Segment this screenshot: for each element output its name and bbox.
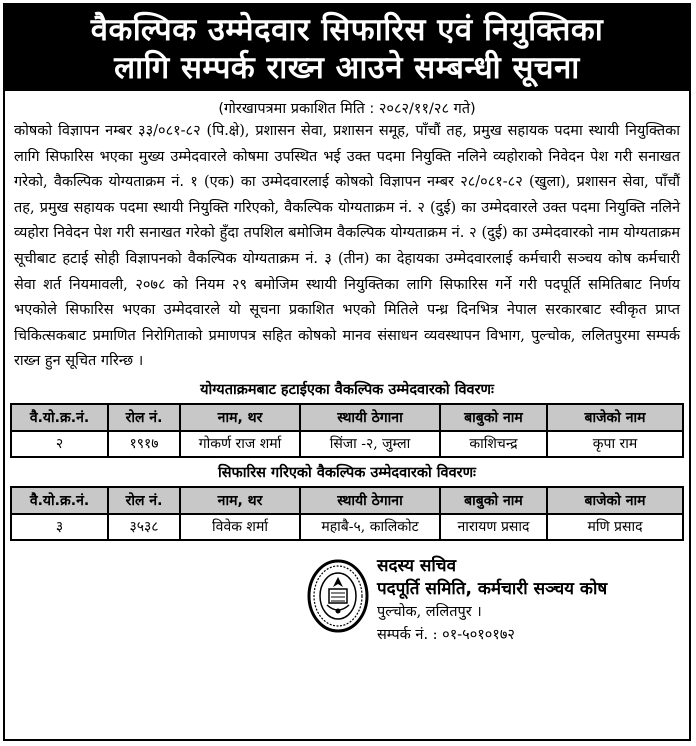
table-row xyxy=(11,431,683,457)
signatory-details xyxy=(377,555,607,647)
col-roll-no: रोल नं. xyxy=(108,487,180,514)
signatory-address: पुल्चोक, ललितपुर । xyxy=(377,603,482,620)
col-address: स्थायी ठेगाना xyxy=(300,404,440,431)
cell-roll-no: १९१७ xyxy=(108,431,180,457)
col-roll-no: रोल नं. xyxy=(108,404,180,431)
table-header-row xyxy=(11,487,683,514)
notice-card xyxy=(3,3,691,741)
cell-grandfather-name: कृपा राम xyxy=(547,431,683,457)
col-grandfather-name: बाजेको नाम xyxy=(547,487,683,514)
notice-body: कोषको विज्ञापन नम्बर ३३/०८१-८२ (पि.क्षे), प्रशासन सेवा, प्रशासन समूह, पाँचौं तह, प्रमुख सहायक पदमा स्थायी नियुक्तिका लागि सिफारिस भएका मुख्य उम्मेदवारले कोषमा उपस्थित भई उक्त पदमा नियुक्ति नलिने व्यहोराको निवेदन पेश गरी सनाखत गरेको, वैकल्पिक योग्यताक्रम नं. १ (एक) का उम्मेदवारलाई कोषको विज्ञापन नम्बर २८/०८१-८२ (खुला), प्रशासन सेवा, पाँचौं तह, प्रमुख सहायक पदमा स्थायी नियुक्ति गरिएको, वैकल्पिक योग्यताक्रम नं. २ (दुई) का उम्मेदवारले उक्त पदमा नियुक्ति नलिने व्यहोरा निवेदन पेश गरी सनाखत गरेको हुँदा तपशिल बमोजिम वैकल्पिक योग्यताक्रम नं. २ (दुई) का उम्मेदवारको नाम योग्यताक्रम सूचीबाट हटाई सोही विज्ञापनको वैकल्पिक योग्यताक्रम नं. ३ (तीन) का देहायका उम्मेदवारलाई कर्मचारी सञ्चय कोष कर्मचारी सेवा शर्त नियमावली, २०७८ को नियम २९ बमोजिम स्थायी नियुक्तिका लागि सिफारिस गर्ने गरी पदपूर्ति समितिबाट निर्णय भएकोले सिफारिस भएका उम्मेदवारले यो सूचना प्रकाशित भएको मितिले पन्ध्र दिनभित्र नेपाल सरकारबाट स्वीकृत प्राप्त चिकित्सकबाट प्रमाणित निरोगिताको प्रमाणपत्र सहित कोषको मानव संसाधन व्यवस्थापन विभाग, पुल्चोक, ललितपुरमा सम्पर्क राख्न हुन सूचित गरिन्छ । xyxy=(14,123,680,370)
col-alt-rank: वै.यो.क्र.नं. xyxy=(11,404,108,431)
contact-number: सम्पर्क नं. : ०१-५०१०१७२ xyxy=(377,626,515,643)
publication-date: (गोरखापत्रमा प्रकाशित मिति : २०८२/११/२८ गते) xyxy=(218,101,476,117)
cell-alt-rank: ३ xyxy=(11,514,108,540)
cell-name: गोकर्ण राज शर्मा xyxy=(180,431,300,457)
table-header-row xyxy=(11,404,683,431)
col-father-name: बाबुको नाम xyxy=(440,404,547,431)
col-alt-rank: वै.यो.क्र.नं. xyxy=(11,487,108,514)
removed-section-title: योग्यताक्रमबाट हटाईएका वैकल्पिक उम्मेदवारको विवरणः xyxy=(200,381,494,398)
title-line-2: लागि सम्पर्क राख्न आउने सम्बन्धी सूचना xyxy=(114,50,580,86)
col-father-name: बाबुको नाम xyxy=(440,487,547,514)
cell-father-name: काशिचन्द्र xyxy=(440,431,547,457)
signatory-title: सदस्य सचिव xyxy=(377,555,457,576)
removed-candidates-table xyxy=(10,403,684,458)
organization-seal-icon xyxy=(307,559,369,633)
recommended-section-title: सिफारिस गरिएको वैकल्पिक उम्मेदवारको विवरणः xyxy=(218,464,476,481)
col-address: स्थायी ठेगाना xyxy=(300,487,440,514)
col-grandfather-name: बाजेको नाम xyxy=(547,404,683,431)
cell-father-name: नारायण प्रसाद xyxy=(440,514,547,540)
cell-name: विवेक शर्मा xyxy=(180,514,300,540)
recommended-candidates-table xyxy=(10,486,684,541)
title-line-1: वैकल्पिक उम्मेदवार सिफारिस एवं नियुक्तिका xyxy=(90,12,604,48)
table-row xyxy=(11,514,683,540)
signatory-committee: पदपूर्ति समिति, कर्मचारी सञ्चय कोष xyxy=(377,578,608,599)
signature-block xyxy=(5,541,689,671)
cell-address: महाबै-५, कालिकोट xyxy=(300,514,440,540)
notice-header xyxy=(5,5,689,91)
col-name: नाम, थर xyxy=(180,487,300,514)
cell-alt-rank: २ xyxy=(11,431,108,457)
cell-roll-no: ३५३८ xyxy=(108,514,180,540)
cell-grandfather-name: मणि प्रसाद xyxy=(547,514,683,540)
col-name: नाम, थर xyxy=(180,404,300,431)
cell-address: सिंजा -२, जुम्ला xyxy=(300,431,440,457)
